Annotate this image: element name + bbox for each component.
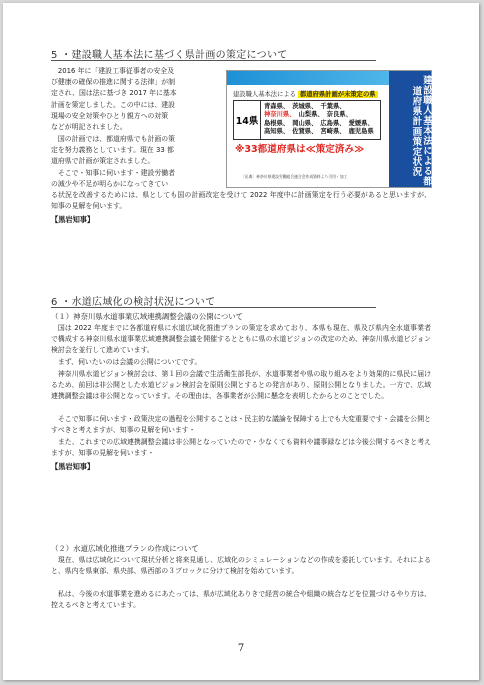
section-5-paragraph-3 bbox=[51, 168, 219, 190]
section-6-answer-label: 【黒岩知事】 bbox=[51, 462, 95, 471]
paragraph-line: などが明記されました。 bbox=[51, 123, 127, 132]
paragraph-line: び健康の確保の推進に関する法律」が制 bbox=[51, 78, 176, 87]
prefecture-name: 青森県、 bbox=[264, 103, 290, 110]
infographic-side-title: 建設職人基本法による都道府県計画策定状況 bbox=[389, 71, 431, 187]
unplanned-prefecture-box bbox=[233, 100, 381, 140]
paragraph-line: 道府県で計画が策定されました。 bbox=[51, 157, 155, 166]
section-5-paragraph-3-continued: る状況を改善するためには、県としても国の計画改定を受けて 2022 年度中に計画策定を行う必要があると思いますが、知事の見解を伺います。 bbox=[51, 191, 431, 211]
subsection-1-heading: （１）神奈川県水道事業広域連携調整会議の公開について bbox=[51, 312, 244, 321]
section-6-paragraph-1: 国は 2022 年度までに各都道府県に水道広域化推進プランの策定を求めており、本県も現在、県及び県内全水道事業者で構成する神奈川県水道事業広域連携調整会議を開催するとともに県の水道ビジョンの改定のため、神奈川県水道ビジョン検討会を並行して進めています。 bbox=[51, 324, 431, 355]
section-5-paragraph-2 bbox=[51, 134, 219, 168]
prefecture-name: 宮崎県、 bbox=[320, 128, 346, 136]
prefecture-name: 山梨県、 bbox=[298, 111, 324, 119]
document-page bbox=[3, 3, 479, 680]
infographic-title-highlight: 都道府県計画が未策定の県 bbox=[299, 91, 376, 98]
section-6-title: ・水道広域化の検討状況について bbox=[61, 297, 216, 308]
infographic-title-prefix: 建設職人基本法による bbox=[233, 91, 296, 98]
prefecture-name: 島根県、 bbox=[264, 119, 290, 127]
unplanned-prefecture-list bbox=[264, 103, 380, 137]
section-5-number: 5 bbox=[51, 50, 58, 61]
section-6-paragraph-7: 私は、今後の水道事業を進めるにあたっては、県が広域化ありきで経営の統合や組織の統合などを位置づけるやり方は、控えるべきと考えています。 bbox=[51, 590, 431, 610]
section-5-title: ・建設職人基本法に基づく県計画の策定について bbox=[61, 50, 288, 61]
prefecture-name: 茨城県、 bbox=[292, 103, 318, 110]
prefecture-name: 広島県、 bbox=[320, 119, 346, 127]
infographic-source: 〔出典〕神奈川県建設労働組合連合会作成資料より引用・加工 bbox=[241, 174, 348, 179]
prefecture-name: 千葉県、 bbox=[320, 103, 346, 110]
infographic-title bbox=[233, 89, 378, 98]
section-6-paragraph-5: また、これまでの広域連携調整会議は非公開となっていたので・少なくても資料や議事録などは今後公開するべきと考えますが、知事の見解を伺います・ bbox=[51, 438, 431, 458]
paragraph-line: 定され、国は法に基づき 2017 年に基本 bbox=[51, 89, 177, 98]
paragraph-line: 現場の安全対策やひとり親方への対策 bbox=[51, 111, 169, 120]
section-6-number: 6 bbox=[51, 297, 58, 308]
section-6-paragraph-3: 神奈川県水道ビジョン検討会は、第１回の会議で生活衛生部長が、水道事業者や県の取り組みをより効果的に県民に届けるため、前回は非公開とした水道ビジョン検討会を原則公開とするとの発言があり、原則公開となりました。一方で、広域連携調整会議は非公開となっています。その理由は、各事業者が公開に懸念を表明したからとのことでした。 bbox=[51, 370, 431, 401]
section-5-paragraph-1 bbox=[51, 66, 219, 133]
unplanned-count: 14県 bbox=[234, 101, 261, 139]
planned-notice: ※33都道府県は≪策定済み≫ bbox=[235, 144, 365, 155]
section-6-paragraph-4: そこで知事に伺います・政策決定の過程を公開することは・民主的な議論を保障する上でも大変重要です・会議を公開とすべきと考えますが、知事の見解を伺います・ bbox=[51, 415, 431, 435]
paragraph-line: 定を努力義務としています。現在 33 都 bbox=[51, 146, 174, 155]
prefecture-name: 神奈川県、 bbox=[264, 111, 296, 119]
prefecture-name: 高知県、 bbox=[264, 128, 290, 136]
section-6-paragraph-2: まず、伺いたいのは会議の公開についてです。 bbox=[57, 358, 202, 366]
paragraph-line: の減少や不足が明らかになってきてい bbox=[51, 180, 169, 189]
prefecture-plan-infographic bbox=[226, 70, 432, 188]
paragraph-line: 計画を策定しました。この中には、建設 bbox=[51, 100, 176, 109]
section-5-heading bbox=[51, 46, 288, 61]
paragraph-line: 2016 年に「建設工事従事者の安全及 bbox=[57, 67, 175, 75]
prefecture-name: 岡山県、 bbox=[292, 119, 318, 127]
section-5-answer-label: 【黒岩知事】 bbox=[51, 215, 95, 224]
prefecture-name: 愛媛県、 bbox=[348, 119, 374, 127]
paragraph-line: 国の計画では、都道府県でも計画の策 bbox=[57, 135, 176, 143]
prefecture-name: 佐賀県、 bbox=[292, 128, 318, 136]
section-6-paragraph-6: 現在、県は広域化について現状分析と将来見通し、広域化のシミュレーションなどの作成を委託しています。それによると、県内を県東部、県央部、県西部の３ブロックに分けて検討を始めています。 bbox=[51, 556, 431, 576]
prefecture-name: 奈良県、 bbox=[326, 111, 352, 119]
page-number: 7 bbox=[237, 643, 245, 654]
section-6-heading bbox=[51, 293, 215, 308]
prefecture-name: 鹿児島県 bbox=[348, 128, 374, 136]
subsection-2-heading: （２）水道広域化推進プランの作成について bbox=[51, 544, 199, 553]
paragraph-line: そこで・知事に伺います・建設労働者 bbox=[57, 169, 176, 177]
